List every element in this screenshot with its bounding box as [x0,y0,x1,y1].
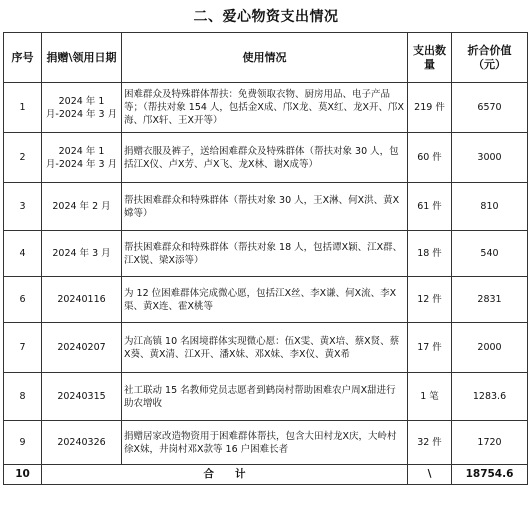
cell-quantity: 12 件 [408,277,452,323]
cell-no: 9 [4,421,42,465]
table-row [4,323,528,373]
cell-usage: 为江高镇 10 名困境群体实现微心愿：伍Ⅹ雯、黄Ⅹ培、蔡Ⅹ贤、蔡Ⅹ葵、黄Ⅹ清、江Ⅹ开、潘Ⅹ妹、邓Ⅹ妹、李Ⅹ仪、黄Ⅹ希 [122,323,408,373]
cell-usage: 困难群众及特殊群体帮扶：免费领取衣物、厨房用品、电子产品等；（帮扶对象 154 人，包括金Ⅹ成、邝Ⅹ龙、莫Ⅹ红、龙Ⅹ开、邝Ⅹ海、邝Ⅹ轩、王Ⅹ开等） [122,83,408,133]
section-title: 二、爱心物资支出情况 [193,9,339,25]
cell-value: 810 [452,183,528,231]
table-row [4,373,528,421]
cell-value: 1283.6 [452,373,528,421]
cell-usage: 帮扶困难群众和特殊群体（帮扶对象 30 人，王Ⅹ淋、何Ⅹ洪、黄Ⅹ嫦等） [122,183,408,231]
cell-usage: 捐赠衣服及裤子，送给困难群众及特殊群体（帮扶对象 30 人，包括江Ⅹ仪、卢Ⅹ芳、卢Ⅹ飞、龙Ⅹ林、谢Ⅹ成等） [122,133,408,183]
cell-usage: 捐赠居家改造物资用于困难群体帮扶，包含大田村龙Ⅹ庆，大岭村徐Ⅹ妹，井岗村邓Ⅹ款等 16 户困难长者 [122,421,408,465]
header-usage: 使用情况 [122,33,408,83]
cell-quantity: 32 件 [408,421,452,465]
cell-quantity: 219 件 [408,83,452,133]
cell-value: 2831 [452,277,528,323]
table-row [4,421,528,465]
cell-value: 3000 [452,133,528,183]
header-date: 捐赠\领用日期 [42,33,122,83]
cell-value: 540 [452,231,528,277]
total-row [4,465,528,485]
total-value: 18754.6 [452,465,528,485]
cell-quantity: 17 件 [408,323,452,373]
total-quantity: \ [408,465,452,485]
table-row [4,183,528,231]
cell-date: 20240315 [42,373,122,421]
cell-no: 3 [4,183,42,231]
cell-value: 2000 [452,323,528,373]
cell-no: 2 [4,133,42,183]
cell-no: 6 [4,277,42,323]
cell-no: 7 [4,323,42,373]
cell-quantity: 61 件 [408,183,452,231]
cell-no: 4 [4,231,42,277]
table-row [4,277,528,323]
cell-date: 20240116 [42,277,122,323]
cell-value: 1720 [452,421,528,465]
cell-usage: 帮扶困难群众和特殊群体（帮扶对象 18 人，包括谭Ⅹ颖、江Ⅹ群、江Ⅹ锐、梁Ⅹ添等） [122,231,408,277]
cell-usage: 为 12 位困难群体完成微心愿，包括江Ⅹ丝、李Ⅹ谦、何Ⅹ流、李Ⅹ渠、黄Ⅹ连、霍Ⅹ桃等 [122,277,408,323]
cell-no: 1 [4,83,42,133]
table-row [4,231,528,277]
header-value: 折合价值（元） [452,33,528,83]
cell-date: 2024 年 1 月-2024 年 3 月 [42,83,122,133]
table-row [4,133,528,183]
header-quantity: 支出数量 [408,33,452,83]
cell-no: 8 [4,373,42,421]
cell-date: 20240207 [42,323,122,373]
cell-date: 20240326 [42,421,122,465]
expenditure-table [3,32,528,485]
cell-quantity: 18 件 [408,231,452,277]
cell-value: 6570 [452,83,528,133]
cell-usage: 社工联动 15 名教师党员志愿者到鹤岗村帮助困难农户周Ⅹ甜进行助农增收 [122,373,408,421]
total-no: 10 [4,465,42,485]
cell-quantity: 1 笔 [408,373,452,421]
cell-date: 2024 年 3 月 [42,231,122,277]
header-no: 序号 [4,33,42,83]
table-row [4,83,528,133]
cell-quantity: 60 件 [408,133,452,183]
table-header-row [4,33,528,83]
cell-date: 2024 年 2 月 [42,183,122,231]
cell-date: 2024 年 1 月-2024 年 3 月 [42,133,122,183]
total-label: 合 计 [42,465,408,485]
